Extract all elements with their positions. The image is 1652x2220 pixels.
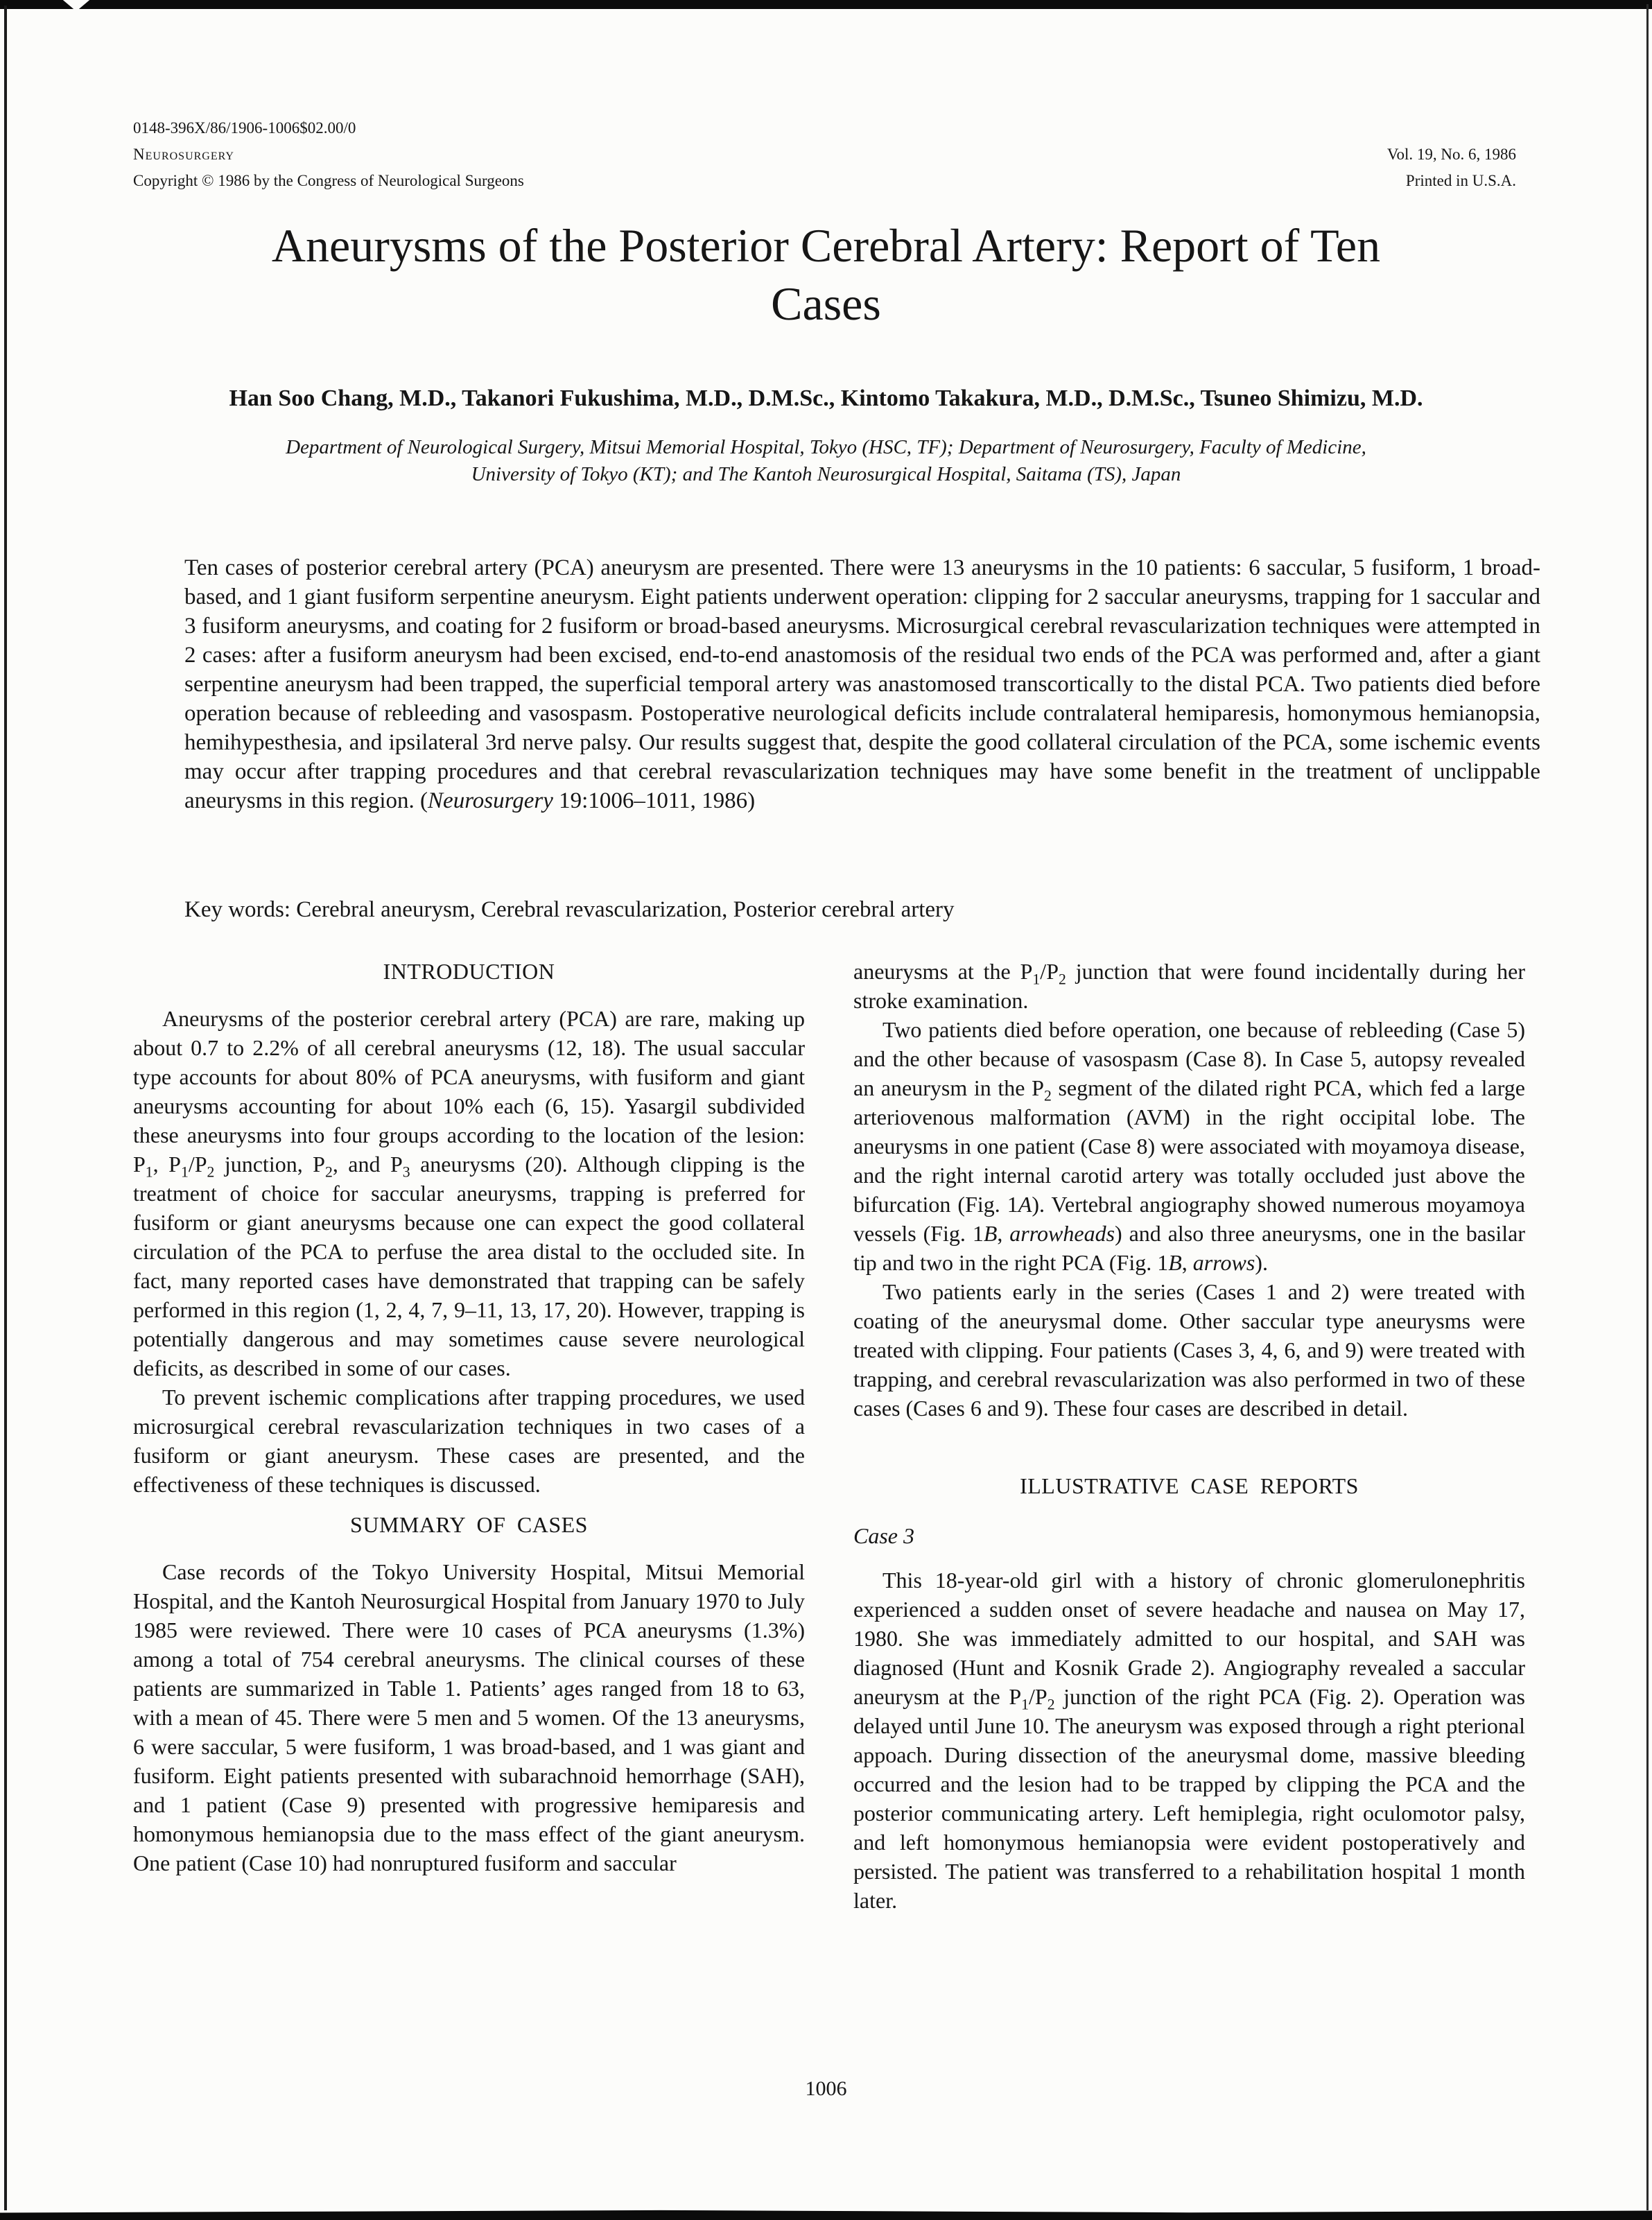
- left-column: [133, 957, 805, 1915]
- continuation-paragraph-3: Two patients early in the series (Cases 1 and 2) were treated with coating of the aneurysmal dome. Other saccular type aneurysms were treated with clipping. Four patients (Cases 3, 4, 6, and 9) were treated with trapping, and cerebral revascularization was also performed in two of these cases (Cases 6 and 9). These four cases are described in detail.: [853, 1279, 1525, 1421]
- right-column: [853, 957, 1525, 1915]
- volume-line: Vol. 19, No. 6, 1986: [1386, 146, 1516, 163]
- affiliation-line1: Department of Neurological Surgery, Mitsui Memorial Hospital, Tokyo (HSC, TF); Department of Neurosurgery, Faculty of Medicine,: [286, 436, 1366, 458]
- case-3-subheading: Case 3: [853, 1523, 914, 1548]
- copyright-line: Copyright © 1986 by the Congress of Neurological Surgeons: [133, 172, 524, 189]
- masthead-right: [1387, 115, 1516, 194]
- summary-paragraph-1: Case records of the Tokyo University Hospital, Mitsui Memorial Hospital, and the Kantoh Neurosurgical Hospital from January 1970 to July 1985 were reviewed. There were 10 cases of PCA aneurysms (1.3%) among a total of 754 cerebral aneurysms. The clinical courses of these patients are summarized in Table 1. Patients’ ages ranged from 18 to 63, with a mean of 45. There were 5 men and 5 women. Of the 13 aneurysms, 6 were saccular, 5 were fusiform, 1 was broad-based, and 1 was giant and fusiform. Eight patients presented with subarachnoid hemorrhage (SAH), and 1 patient (Case 9) presented with progressive hemiparesis and homonymous hemianopsia due to the mass effect of the giant aneurysm. One patient (Case 10) had nonruptured fusiform and saccular: [133, 1559, 806, 1875]
- heading-introduction: INTRODUCTION: [383, 959, 555, 984]
- page-title: [0, 216, 1652, 333]
- masthead: [133, 115, 1516, 194]
- title-line2: Cases: [771, 277, 881, 330]
- body-columns: [133, 957, 1525, 1915]
- authors-line: Han Soo Chang, M.D., Takanori Fukushima, M.D., D.M.Sc., Kintomo Takakura, M.D., D.M.Sc., Tsuneo Shimizu, M.D.: [229, 385, 1423, 411]
- heading-illustrative-case-reports: ILLUSTRATIVE CASE REPORTS: [1020, 1473, 1359, 1498]
- issn-line: 0148-396X/86/1906-1006$02.00/0: [133, 119, 356, 137]
- masthead-left: [133, 115, 524, 194]
- scan-edge-left: [4, 6, 7, 2210]
- scan-edge-top: [0, 0, 1652, 9]
- continuation-paragraph-1: aneurysms at the $P_1/P_2$ junction that were found incidentally during her stroke examination.: [853, 959, 1526, 1013]
- scan-edge-bottom: [0, 2210, 1652, 2220]
- affiliation-line2: University of Tokyo (KT); and The Kantoh Neurosurgical Hospital, Saitama (TS), Japan: [471, 463, 1181, 485]
- journal-name: Neurosurgery: [133, 146, 234, 163]
- keywords-line: Key words: Cerebral aneurysm, Cerebral revascularization, Posterior cerebral artery: [184, 897, 955, 922]
- case-3-paragraph-1: This 18-year-old girl with a history of chronic glomerulonephritis experienced a sudden onset of severe headache and nausea on May 17, 1980. She was immediately admitted to our hospital, and SAH was diagnosed (Hunt and Kosnik Grade 2). Angiography revealed a saccular aneurysm at the $P_1/P_2$ junction of the right PCA (Fig. 2). Operation was delayed until June 10. The aneurysm was exposed through a right pterional appoach. During dissection of the aneurysmal dome, massive bleeding occurred and the lesion had to be trapped by clipping the PCA and the posterior communicating artery. Left hemiplegia, right oculomotor palsy, and left homonymous hemianopsia were evident postoperatively and persisted. The patient was transferred to a rehabilitation hospital 1 month later.: [853, 1568, 1526, 1913]
- introduction-paragraph-2: To prevent ischemic complications after trapping procedures, we used microsurgical cerebral revascularization techniques in two cases of a fusiform or giant aneurysm. These cases are presented, and the effectiveness of these techniques is discussed.: [133, 1385, 805, 1497]
- continuation-paragraph-2: Two patients died before operation, one because of rebleeding (Case 5) and the other because of vasospasm (Case 8). In Case 5, autopsy revealed an aneurysm in the $P_2$ segment of the dilated right PCA, which fed a large arteriovenous malformation (AVM) in the right occipital lobe. The aneurysms in one patient (Case 8) were associated with moyamoya disease, and the right internal carotid artery was totally occluded just above the bifurcation (Fig. 1A). Vertebral angiography showed numerous moyamoya vessels (Fig. 1B, arrowheads) and also three aneurysms, one in the basilar tip and two in the right PCA (Fig. 1B, arrows).: [853, 1017, 1526, 1275]
- page-number: 1006: [805, 2077, 847, 2100]
- scan-edge-right: [1646, 4, 1649, 2210]
- abstract: Ten cases of posterior cerebral artery (PCA) aneurysm are presented. There were 13 aneurysms in the 10 patients: 6 saccular, 5 fusiform, 1 broad-based, and 1 giant fusiform serpentine aneurysm. Eight patients underwent operation: clipping for 2 saccular aneurysms, trapping for 1 saccular and 3 fusiform aneurysms, and coating for 2 fusiform or broad-based aneurysms. Microsurgical cerebral revascularization techniques were attempted in 2 cases: after a fusiform aneurysm had been excised, end-to-end anastomosis of the residual two ends of the PCA was performed and, after a giant serpentine aneurysm had been trapped, the superficial temporal artery was anastomosed transcortically to the distal PCA. Two patients died before operation because of rebleeding and vasospasm. Postoperative neurological deficits include contralateral hemiparesis, homonymous hemianopsia, hemihypesthesia, and ipsilateral 3rd nerve palsy. Our results suggest that, despite the good collateral circulation of the PCA, some ischemic events may occur after trapping procedures and that cerebral revascularization techniques may have some benefit in the treatment of unclippable aneurysms in this region. (Neurosurgery 19:1006–1011, 1986): [184, 555, 1540, 813]
- title-line1: Aneurysms of the Posterior Cerebral Artery: Report of Ten: [271, 219, 1381, 272]
- affiliation: [0, 434, 1652, 488]
- heading-summary-of-cases: SUMMARY OF CASES: [350, 1512, 588, 1537]
- printed-line: Printed in U.S.A.: [1405, 172, 1516, 189]
- introduction-paragraph-1: Aneurysms of the posterior cerebral artery (PCA) are rare, making up about 0.7 to 2.2% of all cerebral aneurysms (12, 18). The usual saccular type accounts for about 80% of PCA aneurysms, with fusiform and giant aneurysms accounting for about 10% each (6, 15). Yasargil subdivided these aneurysms into four groups according to the location of the lesion: $P_1$, $P_1/P_2$ junction, $P_2$, and $P_3$ aneurysms (20). Although clipping is the treatment of choice for saccular aneurysms, trapping is preferred for fusiform or giant aneurysms because one can expect the good collateral circulation of the PCA to perfuse the area distal to the occluded site. In fact, many reported cases have demonstrated that trapping can be safely performed in this region (1, 2, 4, 7, 9–11, 13, 17, 20). However, trapping is potentially dangerous and may sometimes cause severe neurological deficits, as described in some of our cases.: [133, 1006, 806, 1380]
